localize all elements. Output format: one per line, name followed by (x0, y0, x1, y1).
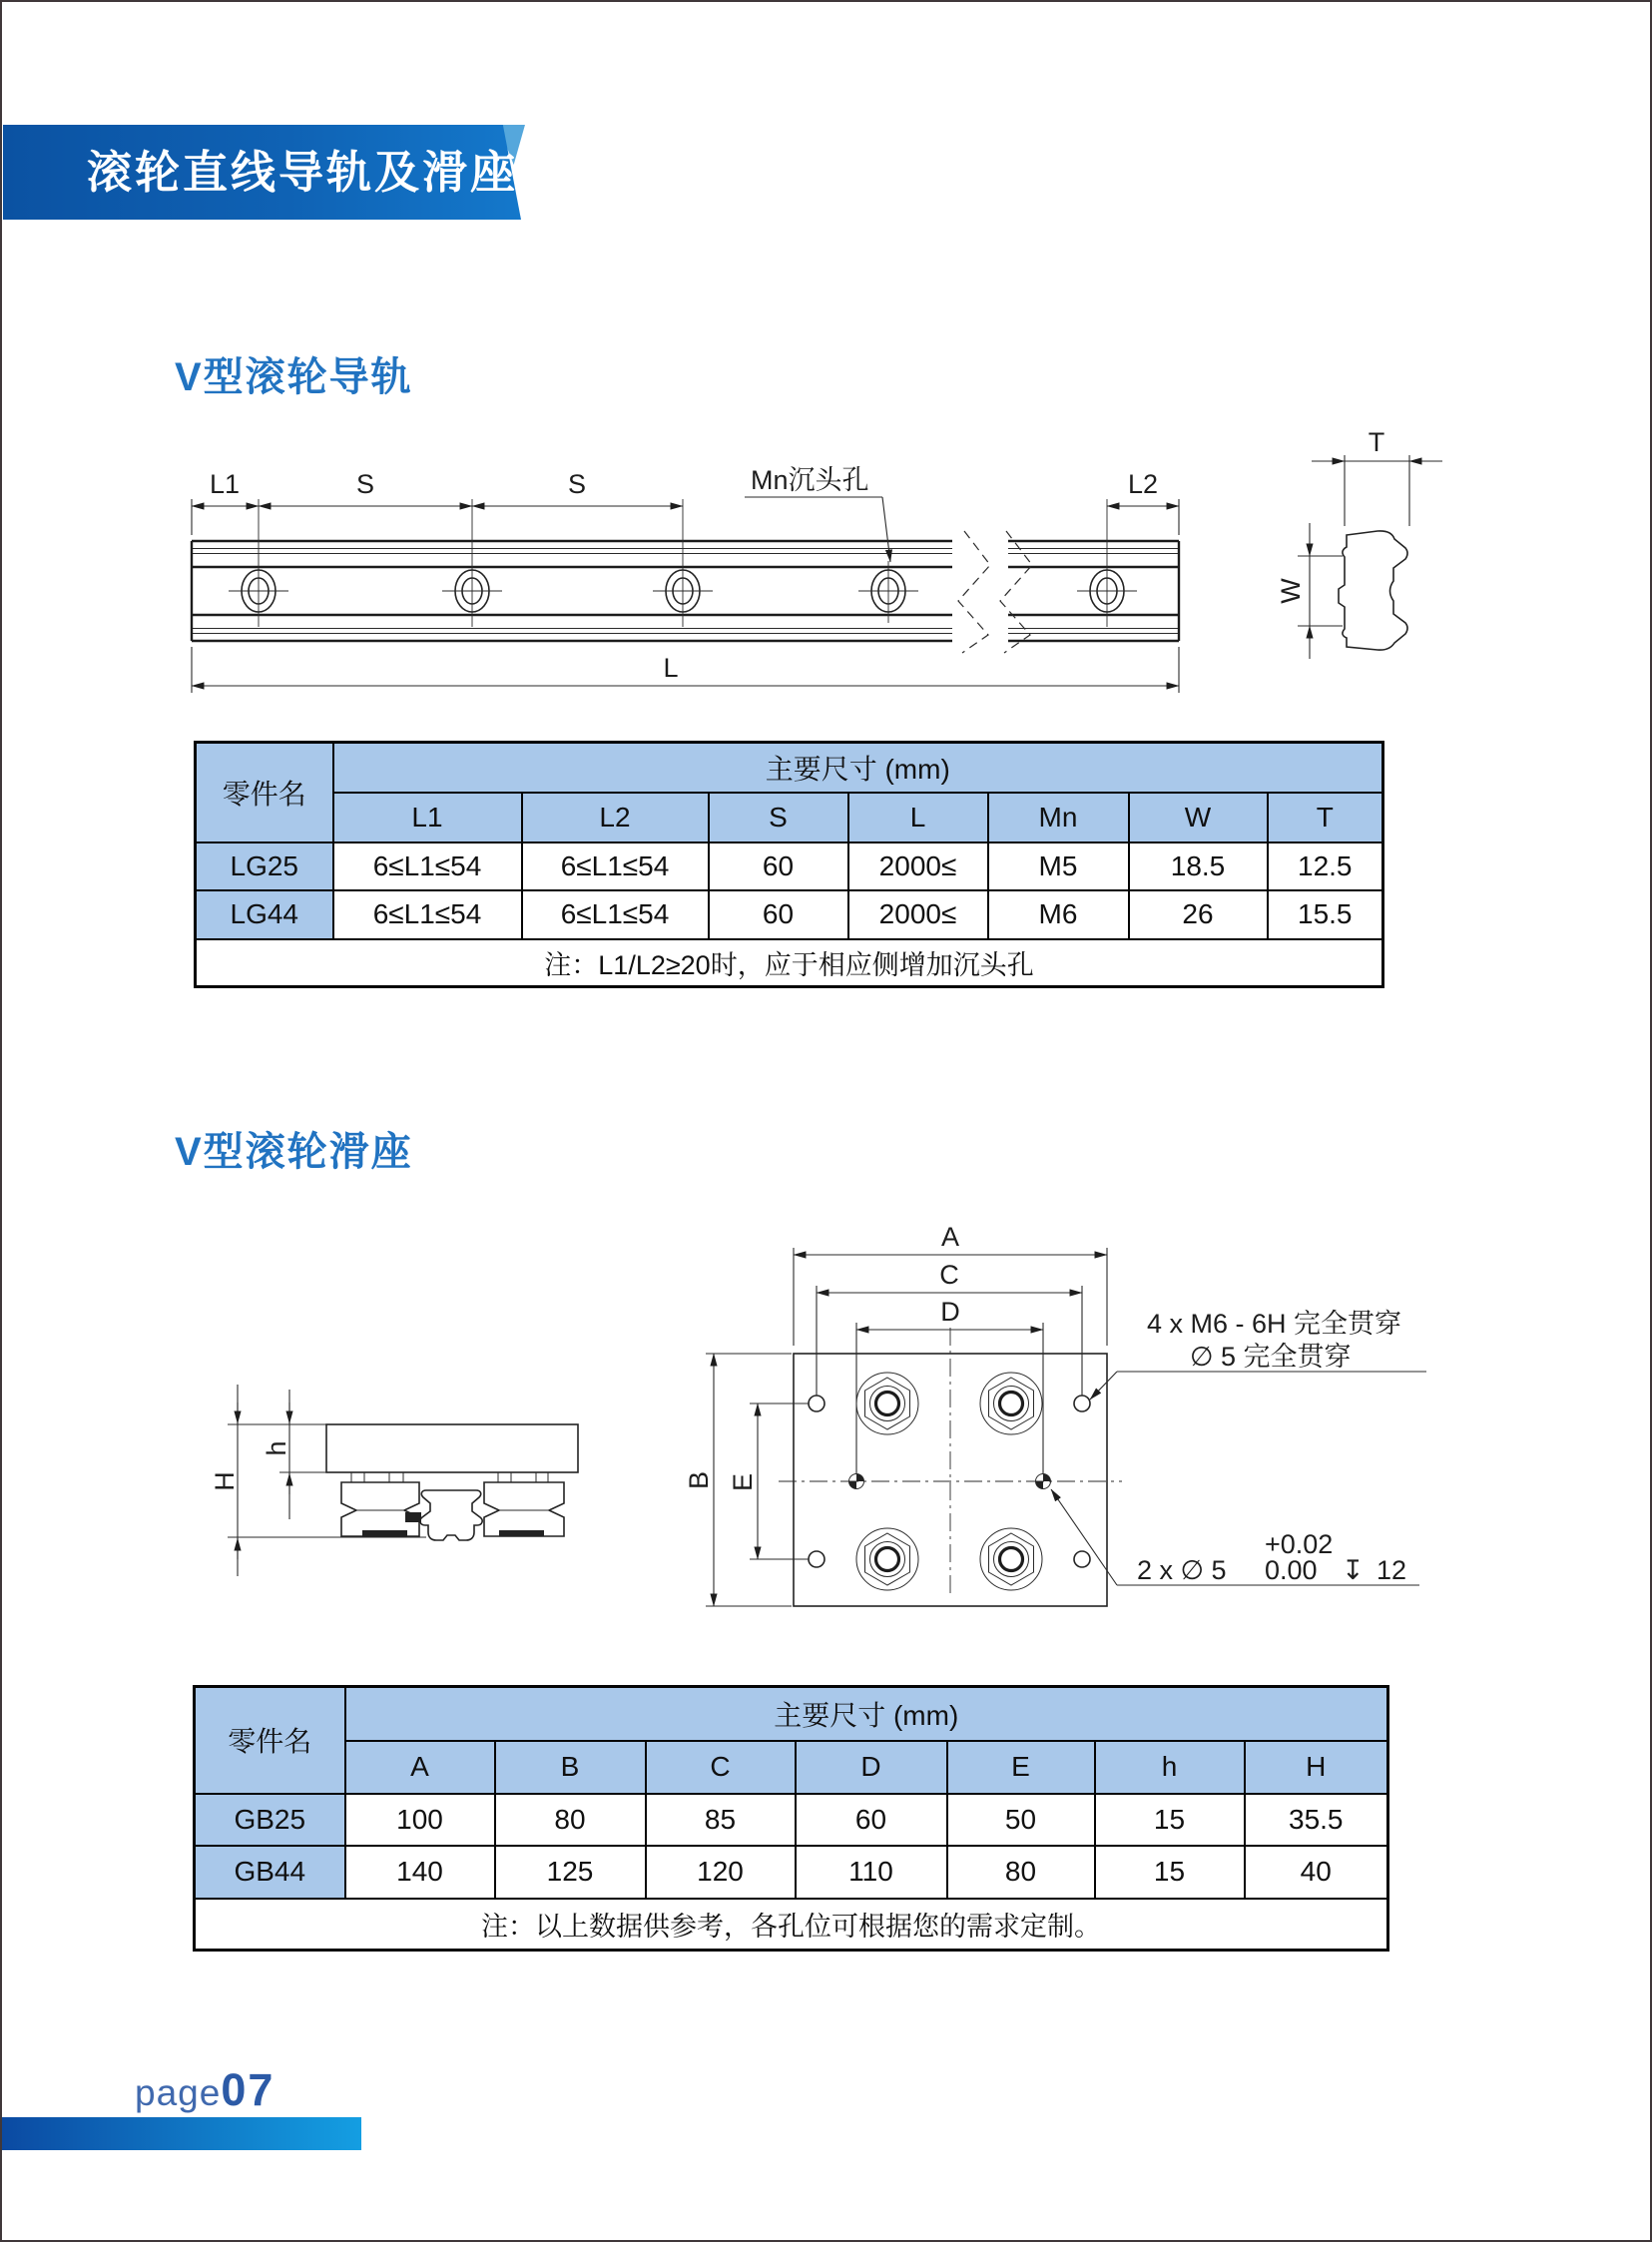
roller-bolt (980, 1528, 1042, 1590)
part-name-cell: LG25 (196, 842, 333, 890)
dowel-callout-tol-upper: +0.02 (1265, 1529, 1334, 1559)
slider-spec-table (193, 1685, 1389, 1952)
thread-callout-line2: ∅ 5 完全贯穿 (1190, 1342, 1352, 1372)
col-header: Mn (988, 793, 1129, 842)
rail-holes (229, 499, 1137, 627)
part-name-cell: LG44 (196, 890, 333, 939)
table-row (196, 890, 1383, 939)
mn-hole-callout (745, 465, 890, 562)
v-wheel (341, 1482, 419, 1536)
depth-symbol-icon: ↧ (1342, 1555, 1365, 1585)
dim-label-s1: S (355, 469, 375, 499)
value-cell: 60 (709, 890, 848, 939)
footer-accent-bar (2, 2117, 361, 2150)
col-header: H (1245, 1741, 1388, 1794)
value-cell: 12.5 (1268, 842, 1383, 890)
main-size-header: 主要尺寸 (mm) (345, 1687, 1388, 1741)
value-cell: 100 (345, 1794, 495, 1846)
dim-label-b: B (684, 1470, 714, 1490)
value-cell: 15.5 (1268, 890, 1383, 939)
value-cell: 60 (796, 1794, 947, 1846)
value-cell: 15 (1095, 1794, 1245, 1846)
value-cell: 18.5 (1129, 842, 1268, 890)
part-name-header: 零件名 (195, 1687, 345, 1794)
datum-hole (849, 1474, 864, 1489)
dim-label-w: W (1276, 578, 1306, 604)
thread-callout-line1: 4 x M6 - 6H 完全贯穿 (1147, 1309, 1402, 1339)
mount-hole (809, 1396, 825, 1411)
dowel-callout-prefix: 2 x ∅ 5 (1137, 1555, 1227, 1585)
countersunk-hole (653, 499, 713, 627)
value-cell: 6≤L1≤54 (522, 890, 709, 939)
roller-bolt (980, 1373, 1042, 1434)
dim-label-s2: S (567, 469, 587, 499)
col-header: L2 (522, 793, 709, 842)
value-cell: 35.5 (1245, 1794, 1388, 1846)
value-cell: 140 (345, 1846, 495, 1899)
value-cell: 40 (1245, 1846, 1388, 1899)
dim-label-t: T (1368, 427, 1385, 457)
dowel-callout-depth: 12 (1377, 1555, 1407, 1585)
countersunk-hole (229, 499, 288, 627)
dim-label-h-small: h (262, 1440, 291, 1456)
value-cell: 80 (495, 1794, 646, 1846)
dim-label-l1: L1 (209, 469, 241, 499)
slider-section-title: V型滚轮滑座 (175, 1130, 413, 1174)
value-cell: 80 (947, 1846, 1095, 1899)
table-note: 注：L1/L2≥20时，应于相应侧增加沉头孔 (196, 939, 1383, 987)
value-cell: 125 (495, 1846, 646, 1899)
col-header: L1 (333, 793, 522, 842)
roller-bolt (856, 1373, 918, 1434)
dim-label-h-big: H (210, 1471, 240, 1491)
dim-label-l: L (663, 653, 679, 683)
value-cell: M5 (988, 842, 1129, 890)
main-size-header: 主要尺寸 (mm) (333, 743, 1383, 793)
value-cell: 60 (709, 842, 848, 890)
col-header: h (1095, 1741, 1245, 1794)
mount-hole (809, 1551, 825, 1567)
slider-drawing (182, 1200, 1459, 1639)
value-cell: 2000≤ (848, 890, 988, 939)
rail-spec-table (194, 741, 1384, 988)
part-name-cell: GB44 (195, 1846, 345, 1899)
table-row (196, 842, 1383, 890)
rail-l-dimension (192, 647, 1179, 693)
table-note: 注：以上数据供参考，各孔位可根据您的需求定制。 (195, 1899, 1388, 1951)
part-name-header: 零件名 (196, 743, 333, 842)
countersunk-hole (442, 499, 502, 627)
value-cell: 26 (1129, 890, 1268, 939)
value-cell: 6≤L1≤54 (333, 890, 522, 939)
col-header: S (709, 793, 848, 842)
datum-hole (1036, 1474, 1051, 1489)
col-header: L (848, 793, 988, 842)
table-row (195, 1794, 1388, 1846)
col-header: E (947, 1741, 1095, 1794)
roller-bolt (856, 1528, 918, 1590)
part-name-cell: GB25 (195, 1794, 345, 1846)
value-cell: 110 (796, 1846, 947, 1899)
rail-cross-section (1276, 427, 1442, 659)
col-header: W (1129, 793, 1268, 842)
value-cell: 50 (947, 1794, 1095, 1846)
col-header: C (646, 1741, 796, 1794)
page-number (135, 2064, 275, 2116)
value-cell: 85 (646, 1794, 796, 1846)
thread-callout (1090, 1309, 1426, 1400)
slider-top-view (684, 1222, 1122, 1606)
rail-l2-dimension (1107, 469, 1179, 535)
header-banner (3, 125, 525, 220)
dowel-callout-tol-lower: 0.00 (1265, 1555, 1318, 1585)
dim-label-e: E (728, 1472, 758, 1492)
slider-side-view (210, 1385, 578, 1576)
rail-body (192, 531, 1179, 653)
col-header: T (1268, 793, 1383, 842)
mount-hole (1074, 1551, 1090, 1567)
dim-label-d: D (940, 1297, 960, 1327)
mn-callout-label: Mn沉头孔 (751, 465, 869, 495)
col-header: A (345, 1741, 495, 1794)
mount-hole (1074, 1396, 1090, 1411)
value-cell: 6≤L1≤54 (522, 842, 709, 890)
dim-label-c: C (939, 1260, 959, 1290)
value-cell: 120 (646, 1846, 796, 1899)
dim-label-l2: L2 (1127, 469, 1159, 499)
page-number-value: 07 (221, 2064, 275, 2115)
value-cell: 15 (1095, 1846, 1245, 1899)
rail-section-title: V型滚轮导轨 (175, 355, 413, 399)
dim-label-a: A (940, 1222, 960, 1252)
rail-top-dimensions (192, 469, 683, 535)
col-header: D (796, 1741, 947, 1794)
value-cell: M6 (988, 890, 1129, 939)
rail-drawing (142, 427, 1519, 781)
col-header: B (495, 1741, 646, 1794)
page-label: page (135, 2072, 222, 2113)
value-cell: 6≤L1≤54 (333, 842, 522, 890)
page-title: 滚轮直线导轨及滑座 (87, 147, 519, 198)
rail-profile-end-view (420, 1490, 482, 1540)
table-row (195, 1846, 1388, 1899)
countersunk-hole (858, 561, 918, 623)
value-cell: 2000≤ (848, 842, 988, 890)
countersunk-hole (1077, 499, 1137, 627)
v-wheel (484, 1482, 564, 1536)
